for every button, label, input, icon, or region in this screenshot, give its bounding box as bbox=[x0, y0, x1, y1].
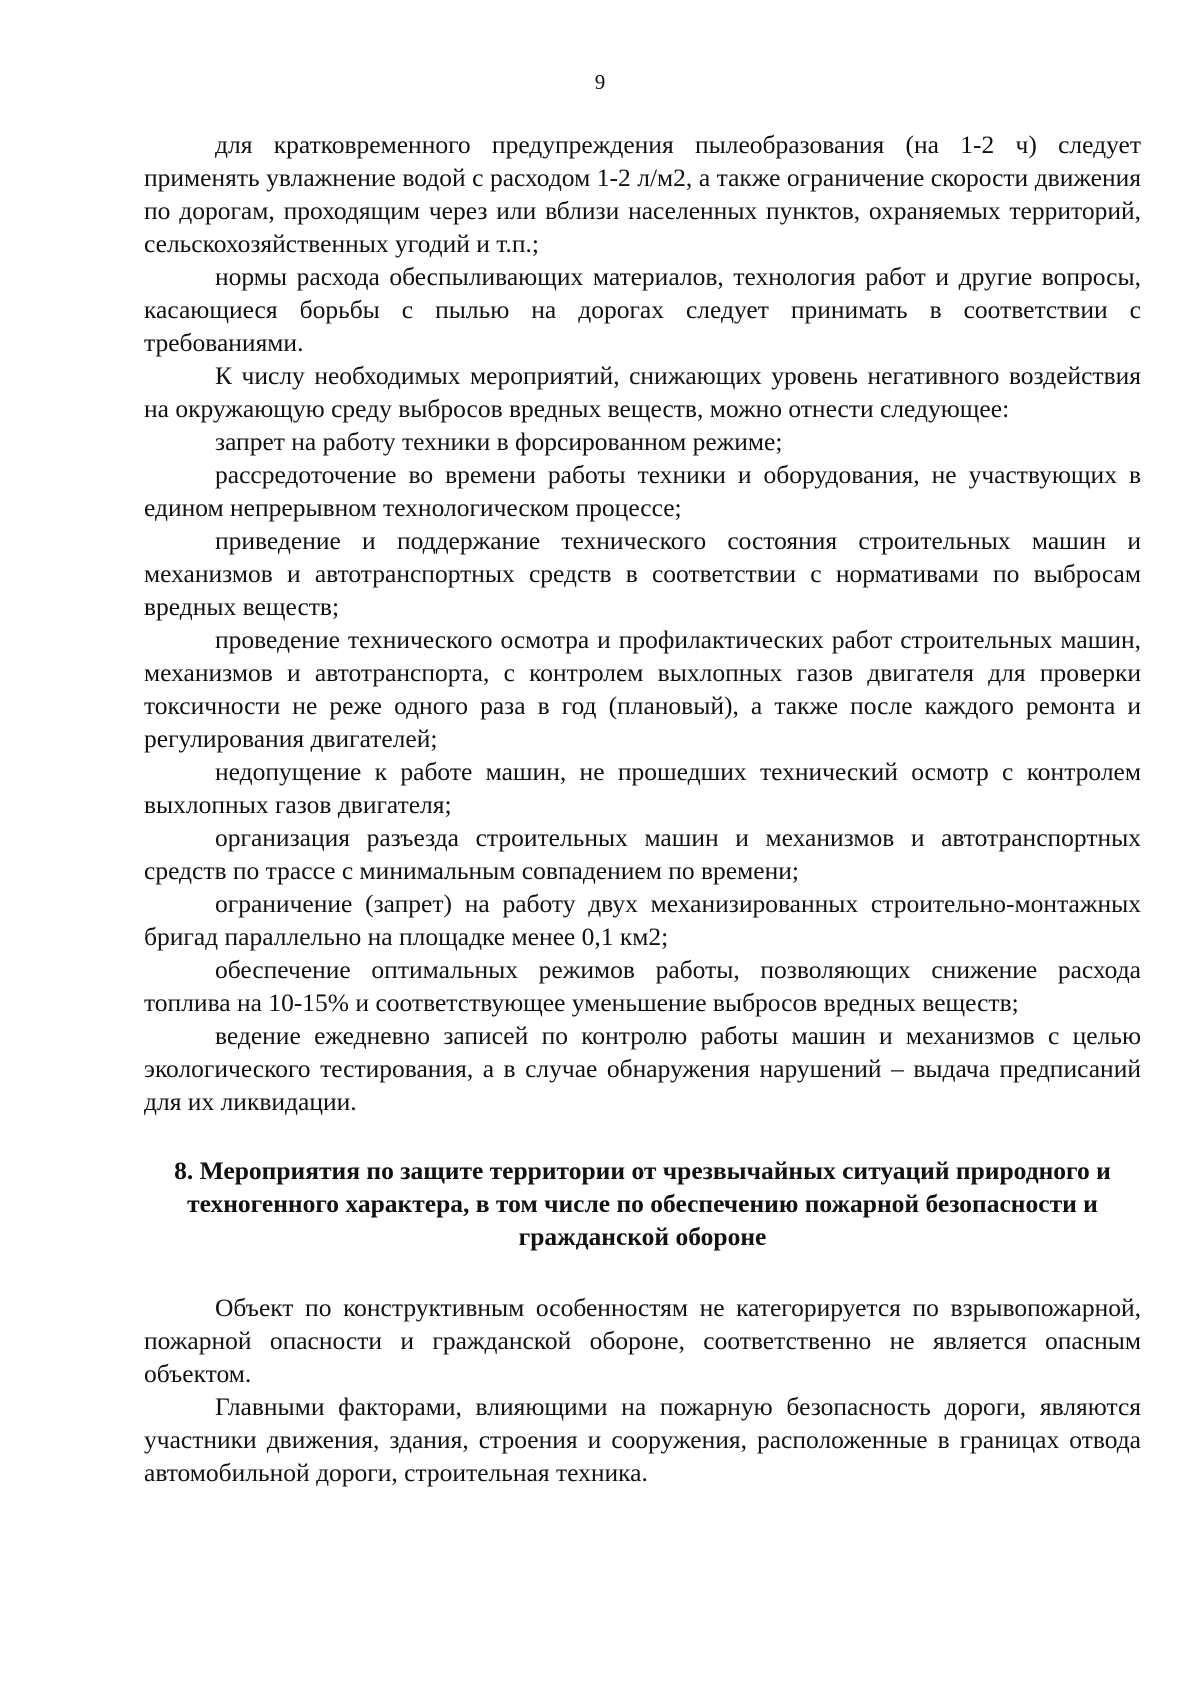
page-number: 9 bbox=[594, 70, 606, 94]
list-item: организация разъезда строительных машин и механизмов и автотранспортных средств по трассе с минимальным совпадением по времени; bbox=[144, 823, 1141, 885]
paragraph: Главными факторами, влияющими на пожарную безопасность дороги, являются участники движения, здания, строения и сооружения, расположенные в границах отвода автомобильной дороги, строительная техника. bbox=[144, 1392, 1141, 1487]
section-heading: 8. Мероприятия по защите территории от чрезвычайных ситуаций природного и техногенного характера, в том числе по обеспечению пожарной безопасности и гражданской обороне bbox=[174, 1156, 1111, 1251]
paragraph: Объект по конструктивным особенностям не категорируется по взрывопожарной, пожарной опасности и гражданской обороне, соответственно не является опасным объектом. bbox=[144, 1293, 1141, 1388]
list-item: рассредоточение во времени работы техники и оборудования, не участвующих в едином непрерывном технологическом процессе; bbox=[144, 460, 1141, 522]
paragraph: нормы расхода обеспыливающих материалов, технология работ и другие вопросы, касающиеся борьбы с пылью на дорогах следует принимать в соответствии с требованиями. bbox=[144, 262, 1141, 357]
paragraph: К числу необходимых мероприятий, снижающих уровень негативного воздействия на окружающую среду выбросов вредных веществ, можно отнести следующее: bbox=[144, 361, 1141, 423]
list-item: ограничение (запрет) на работу двух механизированных строительно-монтажных бригад параллельно на площадке менее 0,1 км2; bbox=[144, 889, 1141, 951]
page-content bbox=[144, 128, 1141, 1489]
list-item: запрет на работу техники в форсированном режиме; bbox=[215, 427, 783, 456]
list-item: приведение и поддержание технического состояния строительных машин и механизмов и автотранспортных средств в соответствии с нормативами по выбросам вредных веществ; bbox=[144, 526, 1141, 621]
list-item: ведение ежедневно записей по контролю работы машин и механизмов с целью экологического тестирования, а в случае обнаружения нарушений – выдача предписаний для их ликвидации. bbox=[144, 1021, 1141, 1116]
list-item: обеспечение оптимальных режимов работы, позволяющих снижение расхода топлива на 10-15% и соответствующее уменьшение выбросов вредных веществ; bbox=[144, 955, 1141, 1017]
list-item: недопущение к работе машин, не прошедших технический осмотр с контролем выхлопных газов двигателя; bbox=[144, 757, 1141, 819]
list-item: проведение технического осмотра и профилактических работ строительных машин, механизмов и автотранспорта, с контролем выхлопных газов двигателя для проверки токсичности не реже одного раза в год (плановый), а также после каждого ремонта и регулирования двигателей; bbox=[144, 625, 1141, 753]
paragraph: для кратковременного предупреждения пылеобразования (на 1-2 ч) следует применять увлажнение водой с расходом 1-2 л/м2, а также ограничение скорости движения по дорогам, проходящим через или вблизи населенных пунктов, охраняемых территорий, сельскохозяйственных угодий и т.п.; bbox=[144, 130, 1141, 258]
